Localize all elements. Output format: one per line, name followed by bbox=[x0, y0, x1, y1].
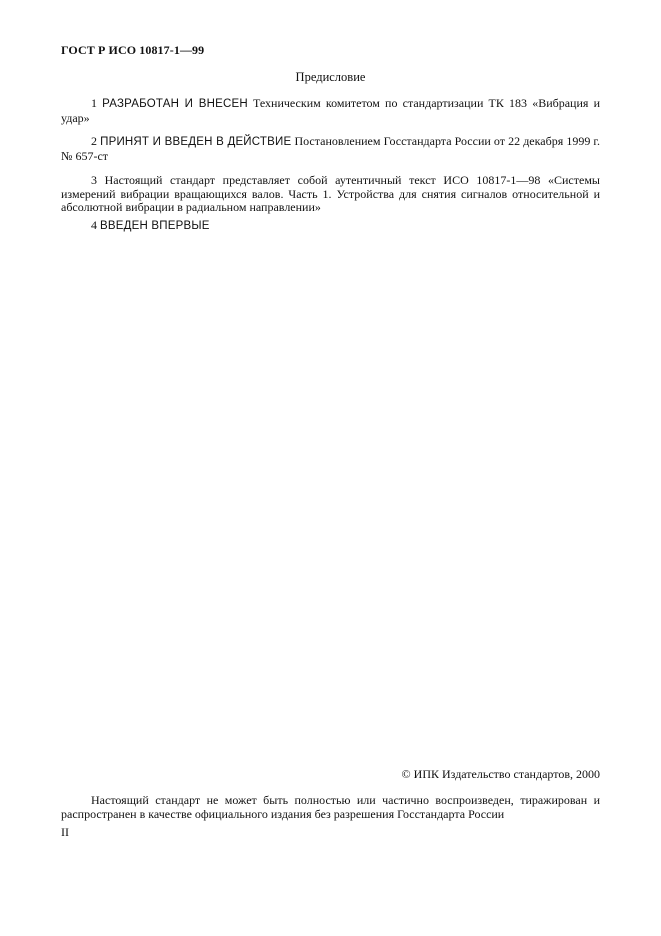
item-number: 1 bbox=[91, 96, 97, 110]
item-text: Настоящий стандарт представляет собой аутентичный текст ИСО 10817-1—98 «Системы измерений вибрации вращающихся валов. Часть 1. Устройства для снятия сигналов относительной и абсолютной вибрации в радиальном направлении» bbox=[61, 173, 600, 214]
item-number: 4 bbox=[91, 218, 97, 232]
item-caps: РАЗРАБОТАН И ВНЕСЕН bbox=[102, 98, 248, 110]
document-code: ГОСТ Р ИСО 10817-1—99 bbox=[61, 43, 205, 57]
item-number: 2 bbox=[91, 134, 97, 148]
item-text: Техническим комитетом по стандартизации ТК 183 «Вибрация и удар» bbox=[61, 96, 601, 125]
copyright-line: © ИПК Издательство стандартов, 2000 bbox=[401, 767, 600, 781]
item-text: Постановлением Госстандарта России от 22 декабря 1999 г. № 657-ст bbox=[61, 134, 601, 163]
item-caps: ВВЕДЕН ВПЕРВЫЕ bbox=[100, 220, 210, 232]
item-caps: ПРИНЯТ И ВВЕДЕН В ДЕЙСТВИЕ bbox=[100, 136, 292, 148]
item-number: 3 bbox=[91, 173, 97, 187]
preface-item-1 bbox=[61, 97, 600, 125]
preface-item-4 bbox=[61, 219, 600, 234]
reproduction-notice: Настоящий стандарт не может быть полностью или частично воспроизведен, тиражирован и распространен в качестве официального издания без разрешения Госстандарта России bbox=[61, 793, 600, 821]
preface-item-3 bbox=[61, 174, 600, 215]
preface-item-2 bbox=[61, 135, 600, 163]
preface-title: Предисловие bbox=[295, 70, 366, 84]
page-number: II bbox=[61, 825, 69, 839]
